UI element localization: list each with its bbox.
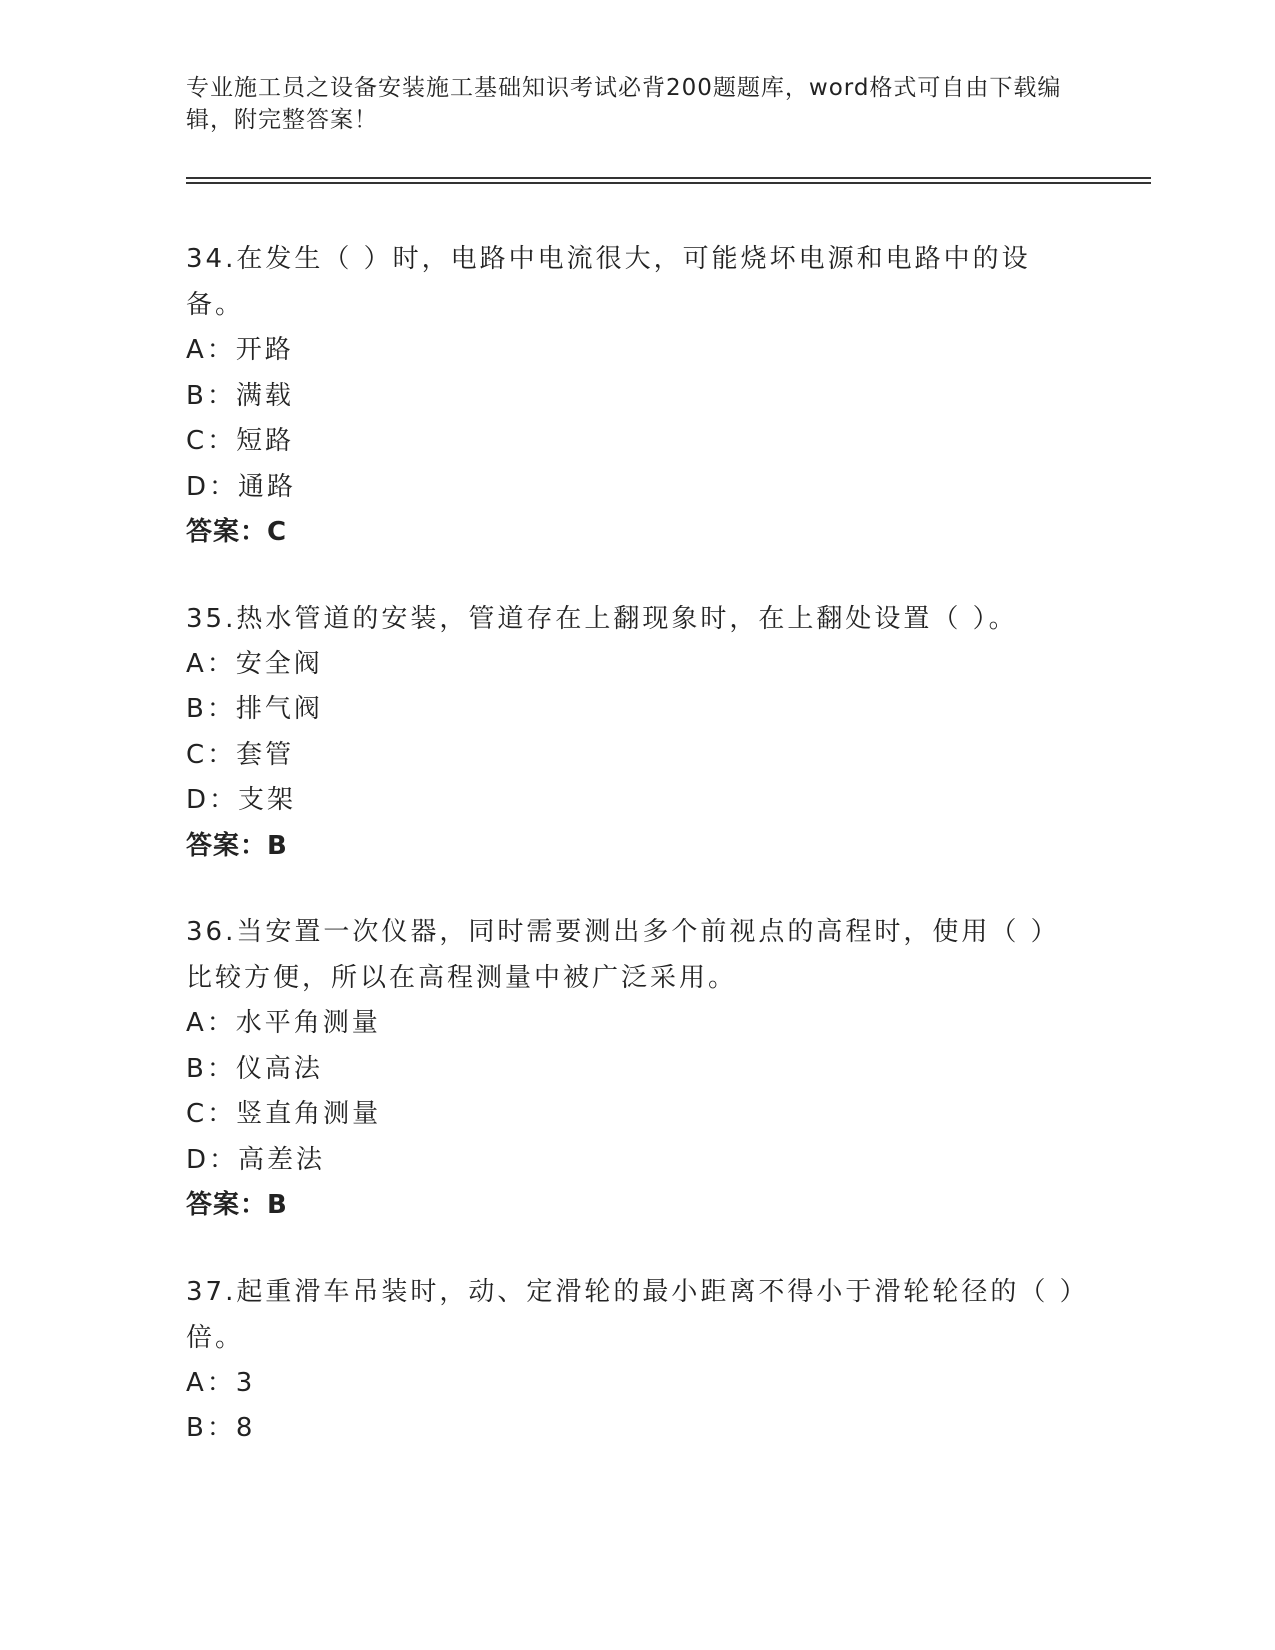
option-b: B：仪高法 xyxy=(186,1053,323,1084)
answer-line: 答案：B xyxy=(186,830,288,861)
question-list xyxy=(186,236,1086,1492)
option-d: D：高差法 xyxy=(186,1144,326,1175)
option-a: A：3 xyxy=(186,1367,256,1398)
option-a: A：开路 xyxy=(186,335,294,365)
question-stem: 34.在发生（ ）时，电路中电流很大，可能烧坏电源和电路中的设备。 xyxy=(186,244,1031,320)
option-b: B：排气阀 xyxy=(186,694,323,724)
question-35 xyxy=(186,596,1086,870)
header-divider-bottom xyxy=(186,182,1151,184)
document-header: 专业施工员之设备安装施工基础知识考试必背200题题库，word格式可自由下载编辑，附完整答案！ xyxy=(186,75,1062,133)
question-37 xyxy=(186,1269,1086,1452)
option-c: C：竖直角测量 xyxy=(186,1099,382,1129)
option-a: A：水平角测量 xyxy=(186,1008,381,1038)
question-stem: 37.起重滑车吊装时，动、定滑轮的最小距离不得小于滑轮轮径的（ ）倍。 xyxy=(186,1276,1076,1353)
question-36 xyxy=(186,909,1086,1229)
answer-line: 答案：C xyxy=(186,517,288,547)
header-divider-top xyxy=(186,177,1151,179)
option-c: C：套管 xyxy=(186,739,295,770)
option-d: D：支架 xyxy=(186,785,297,815)
question-34 xyxy=(186,236,1086,556)
answer-line: 答案：B xyxy=(186,1190,288,1220)
option-b: B：8 xyxy=(186,1413,256,1443)
option-a: A：安全阀 xyxy=(186,648,323,679)
question-stem: 36.当安置一次仪器，同时需要测出多个前视点的高程时，使用（ ）比较方便，所以在高程测量中被广泛采用。 xyxy=(186,917,1060,993)
option-b: B：满载 xyxy=(186,380,294,411)
question-stem: 35.热水管道的安装，管道存在上翻现象时，在上翻处设置（ ）。 xyxy=(186,603,1018,634)
option-c: C：短路 xyxy=(186,426,295,456)
option-d: D：通路 xyxy=(186,471,297,502)
